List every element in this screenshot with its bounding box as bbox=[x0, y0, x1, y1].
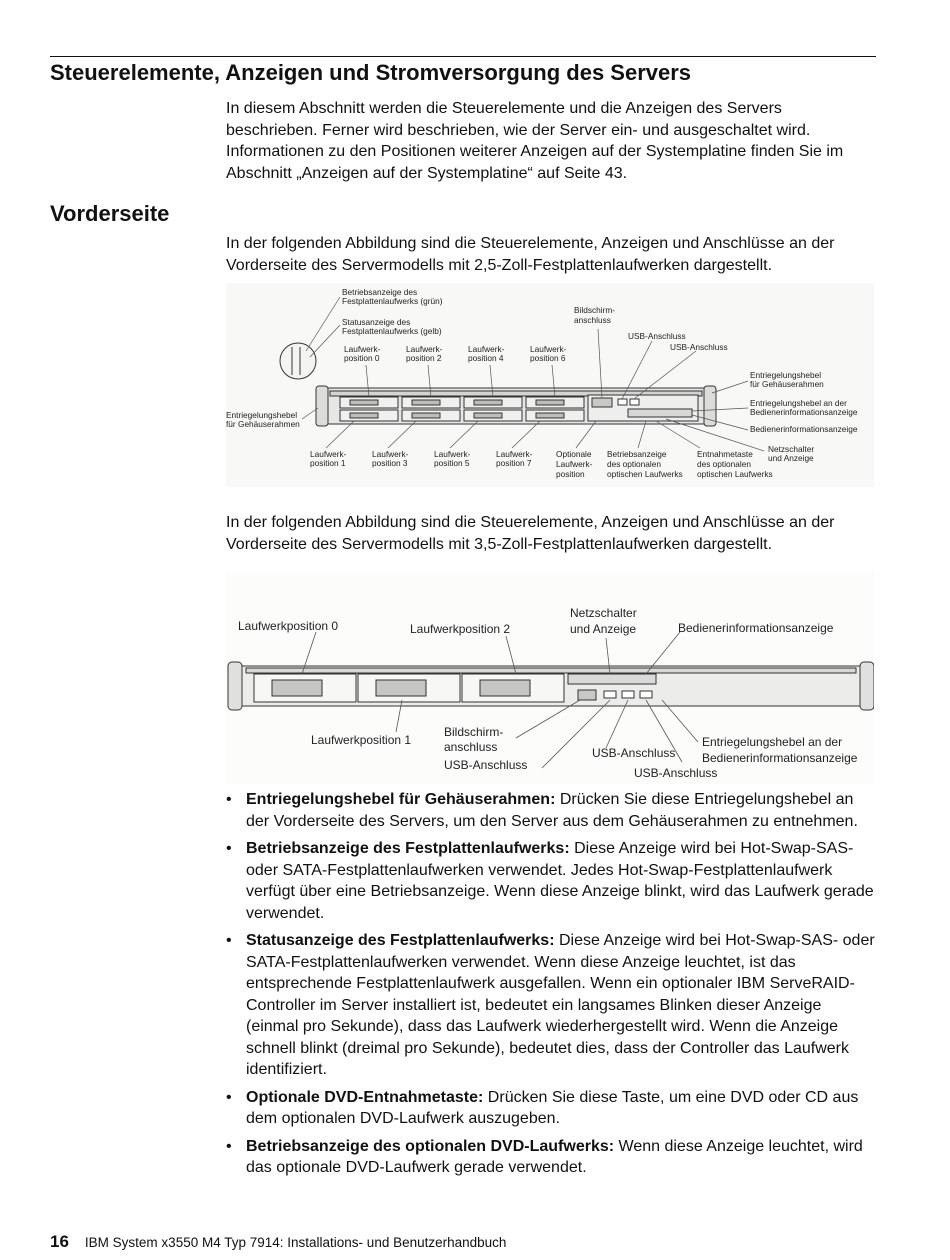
fig1-label-rack-release-right-2: für Gehäuserahmen bbox=[750, 379, 824, 389]
fig2-label-usb-b: USB-Anschluss bbox=[592, 746, 676, 760]
definition-list bbox=[226, 789, 876, 1185]
fig1-label-bay1-2: position 1 bbox=[310, 458, 346, 468]
list-item-text: Drücken Sie diese Entriegelungshebel an der Vorderseite des Servers, um den Server aus dem Gehäuserahmen zu entnehmen. bbox=[246, 791, 858, 830]
fig1-label-bay7-2: position 7 bbox=[496, 458, 532, 468]
fig2-label-video-2: anschluss bbox=[444, 740, 498, 754]
fig2-label-panel-release-1: Entriegelungshebel an der bbox=[702, 735, 843, 749]
list-item bbox=[226, 838, 876, 924]
fig1-label-optical-bay-2: Laufwerk- bbox=[556, 459, 593, 469]
fig1-label-optical-eject-1: Entnahmetaste bbox=[697, 449, 753, 459]
fig1-label-power-1: Netzschalter bbox=[768, 444, 815, 454]
figure2-intro: In der folgenden Abbildung sind die Steuerelemente, Anzeigen und Anschlüsse an der Vorderseite des Servermodells mit 3,5-Zoll-Festplattenlaufwerken dargestellt. bbox=[226, 514, 835, 553]
list-item bbox=[226, 1136, 876, 1179]
fig2-label-operator-panel: Bedienerinformationsanzeige bbox=[678, 621, 834, 635]
intro-paragraph: In diesem Abschnitt werden die Steuerelemente und die Anzeigen des Servers beschrieben. Ferner wird beschrieben, wie der Server ein- und ausgeschaltet wird. Informationen zu den Positionen weiterer Anzeigen auf der Systemplatine finden Sie im Abschnitt „Anzeigen auf der Systemplatine“ auf Seite 43. bbox=[226, 100, 844, 182]
fig2-label-power-2: und Anzeige bbox=[570, 622, 637, 636]
fig1-label-panel-release-1: Entriegelungshebel an der bbox=[750, 398, 847, 408]
fig1-label-bay3-1: Laufwerk- bbox=[372, 449, 409, 459]
subsection-heading: Vorderseite bbox=[50, 201, 170, 226]
fig1-label-operator-panel: Bedienerinformationsanzeige bbox=[750, 424, 858, 434]
page-number: 16 bbox=[50, 1232, 69, 1251]
fig1-label-bay0-1: Laufwerk- bbox=[344, 344, 381, 354]
fig1-label-optical-led-3: optischen Laufwerks bbox=[607, 469, 683, 479]
list-item-term: Optionale DVD-Entnahmetaste: bbox=[246, 1088, 484, 1106]
fig1-label-bay2-2: position 2 bbox=[406, 353, 442, 363]
list-item-text: Diese Anzeige wird bei Hot-Swap-SAS- oder SATA-Festplattenlaufwerken verwendet. Wenn diese Anzeige leuchtet, ist das entsprechende Festplattenlaufwerk ausgefallen. Wenn ein optionaler IBM ServeRAID-Controller im Server installiert ist, bedeutet ein langsames Blinken dieser Anzeige (einmal pro Sekunde), dass das Laufwerk wiederhergestellt wird. Wenn die Anzeige schnell blinkt (dreimal pro Sekunde), bedeutet dies, dass der Controller das Laufwerk identifiziert. bbox=[246, 932, 875, 1078]
fig1-label-rack-release-left-2: für Gehäuserahmen bbox=[226, 419, 300, 429]
list-item-term: Statusanzeige des Festplattenlaufwerks: bbox=[246, 932, 555, 949]
section-heading: Steuerelemente, Anzeigen und Stromversorgung des Servers bbox=[50, 60, 692, 85]
fig1-label-usb-1: USB-Anschluss bbox=[628, 331, 686, 341]
fig1-label-status-led-2: Festplattenlaufwerks (gelb) bbox=[342, 326, 442, 336]
list-item-text: Drücken Sie diese Taste, um eine DVD oder CD aus dem optionalen DVD-Laufwerk auszugeben. bbox=[246, 1088, 859, 1127]
fig1-label-optical-eject-3: optischen Laufwerks bbox=[697, 469, 773, 479]
list-item bbox=[226, 789, 876, 832]
fig2-label-video-1: Bildschirm- bbox=[444, 725, 504, 739]
fig1-label-rack-release-left-1: Entriegelungshebel bbox=[226, 410, 298, 420]
page-footer bbox=[50, 1232, 506, 1252]
fig1-label-bay5-1: Laufwerk- bbox=[434, 449, 471, 459]
list-item-term: Betriebsanzeige des Festplattenlaufwerks: bbox=[246, 840, 570, 857]
fig1-label-power-2: und Anzeige bbox=[768, 453, 814, 463]
fig1-label-video-2: anschluss bbox=[574, 315, 611, 325]
figure1-intro: In der folgenden Abbildung sind die Steuerelemente, Anzeigen und Anschlüsse an der Vorderseite des Servermodells mit 2,5-Zoll-Festplattenlaufwerken dargestellt. bbox=[226, 235, 835, 274]
list-item bbox=[226, 930, 876, 1081]
fig2-label-power-1: Netzschalter bbox=[570, 606, 637, 620]
fig1-label-bay1-1: Laufwerk- bbox=[310, 449, 347, 459]
fig1-label-bay0-2: position 0 bbox=[344, 353, 380, 363]
fig1-label-video-1: Bildschirm- bbox=[574, 305, 616, 315]
list-item-term: Entriegelungshebel für Gehäuserahmen: bbox=[246, 791, 556, 808]
fig1-label-activity-led-2: Festplattenlaufwerks (grün) bbox=[342, 296, 443, 306]
fig2-label-usb-c: USB-Anschluss bbox=[634, 766, 718, 780]
figure-front-2-5-inch bbox=[226, 283, 874, 487]
fig1-label-bay5-2: position 5 bbox=[434, 458, 470, 468]
figure-front-3-5-inch bbox=[226, 572, 874, 784]
list-item bbox=[226, 1087, 876, 1130]
fig1-label-bay2-1: Laufwerk- bbox=[406, 344, 443, 354]
fig1-label-bay3-2: position 3 bbox=[372, 458, 408, 468]
fig1-label-activity-led-1: Betriebsanzeige des bbox=[342, 287, 418, 297]
fig1-label-bay7-1: Laufwerk- bbox=[496, 449, 533, 459]
footer-title: IBM System x3550 M4 Typ 7914: Installations- und Benutzerhandbuch bbox=[84, 1235, 507, 1250]
list-item-term: Betriebsanzeige des optionalen DVD-Laufwerks: bbox=[246, 1137, 615, 1155]
heading-rule bbox=[50, 56, 876, 57]
fig1-label-optical-eject-2: des optionalen bbox=[697, 459, 751, 469]
fig2-label-usb-a: USB-Anschluss bbox=[444, 758, 528, 772]
fig1-label-optical-led-1: Betriebsanzeige bbox=[607, 449, 667, 459]
fig1-label-bay4-2: position 4 bbox=[468, 353, 504, 363]
fig1-label-usb-2: USB-Anschluss bbox=[670, 342, 728, 352]
fig2-label-bay1: Laufwerkposition 1 bbox=[311, 733, 412, 747]
fig1-label-bay6-1: Laufwerk- bbox=[530, 344, 567, 354]
fig2-label-bay2: Laufwerkposition 2 bbox=[410, 622, 511, 636]
fig2-label-panel-release-2: Bedienerinformationsanzeige bbox=[702, 751, 858, 765]
fig1-label-optical-bay-3: position bbox=[556, 469, 585, 479]
fig2-label-bay0: Laufwerkposition 0 bbox=[238, 619, 339, 633]
fig1-label-panel-release-2: Bedienerinformationsanzeige bbox=[750, 407, 858, 417]
fig1-label-status-led-1: Statusanzeige des bbox=[342, 317, 411, 327]
fig1-label-bay6-2: position 6 bbox=[530, 353, 566, 363]
fig1-label-optical-led-2: des optionalen bbox=[607, 459, 661, 469]
list-item-text: Diese Anzeige wird bei Hot-Swap-SAS- oder SATA-Festplattenlaufwerken verwendet. Jedes Hot-Swap-Festplattenlaufwerk verfügt über eine Betriebsanzeige. Wenn diese Anzeige blinkt, wird das Laufwerk gerade verwendet. bbox=[246, 840, 874, 922]
fig1-label-rack-release-right-1: Entriegelungshebel bbox=[750, 370, 822, 380]
fig1-label-bay4-1: Laufwerk- bbox=[468, 344, 505, 354]
list-item-text: Wenn diese Anzeige leuchtet, wird das optionale DVD-Laufwerk gerade verwendet. bbox=[246, 1137, 863, 1176]
fig1-label-optical-bay-1: Optionale bbox=[556, 449, 592, 459]
